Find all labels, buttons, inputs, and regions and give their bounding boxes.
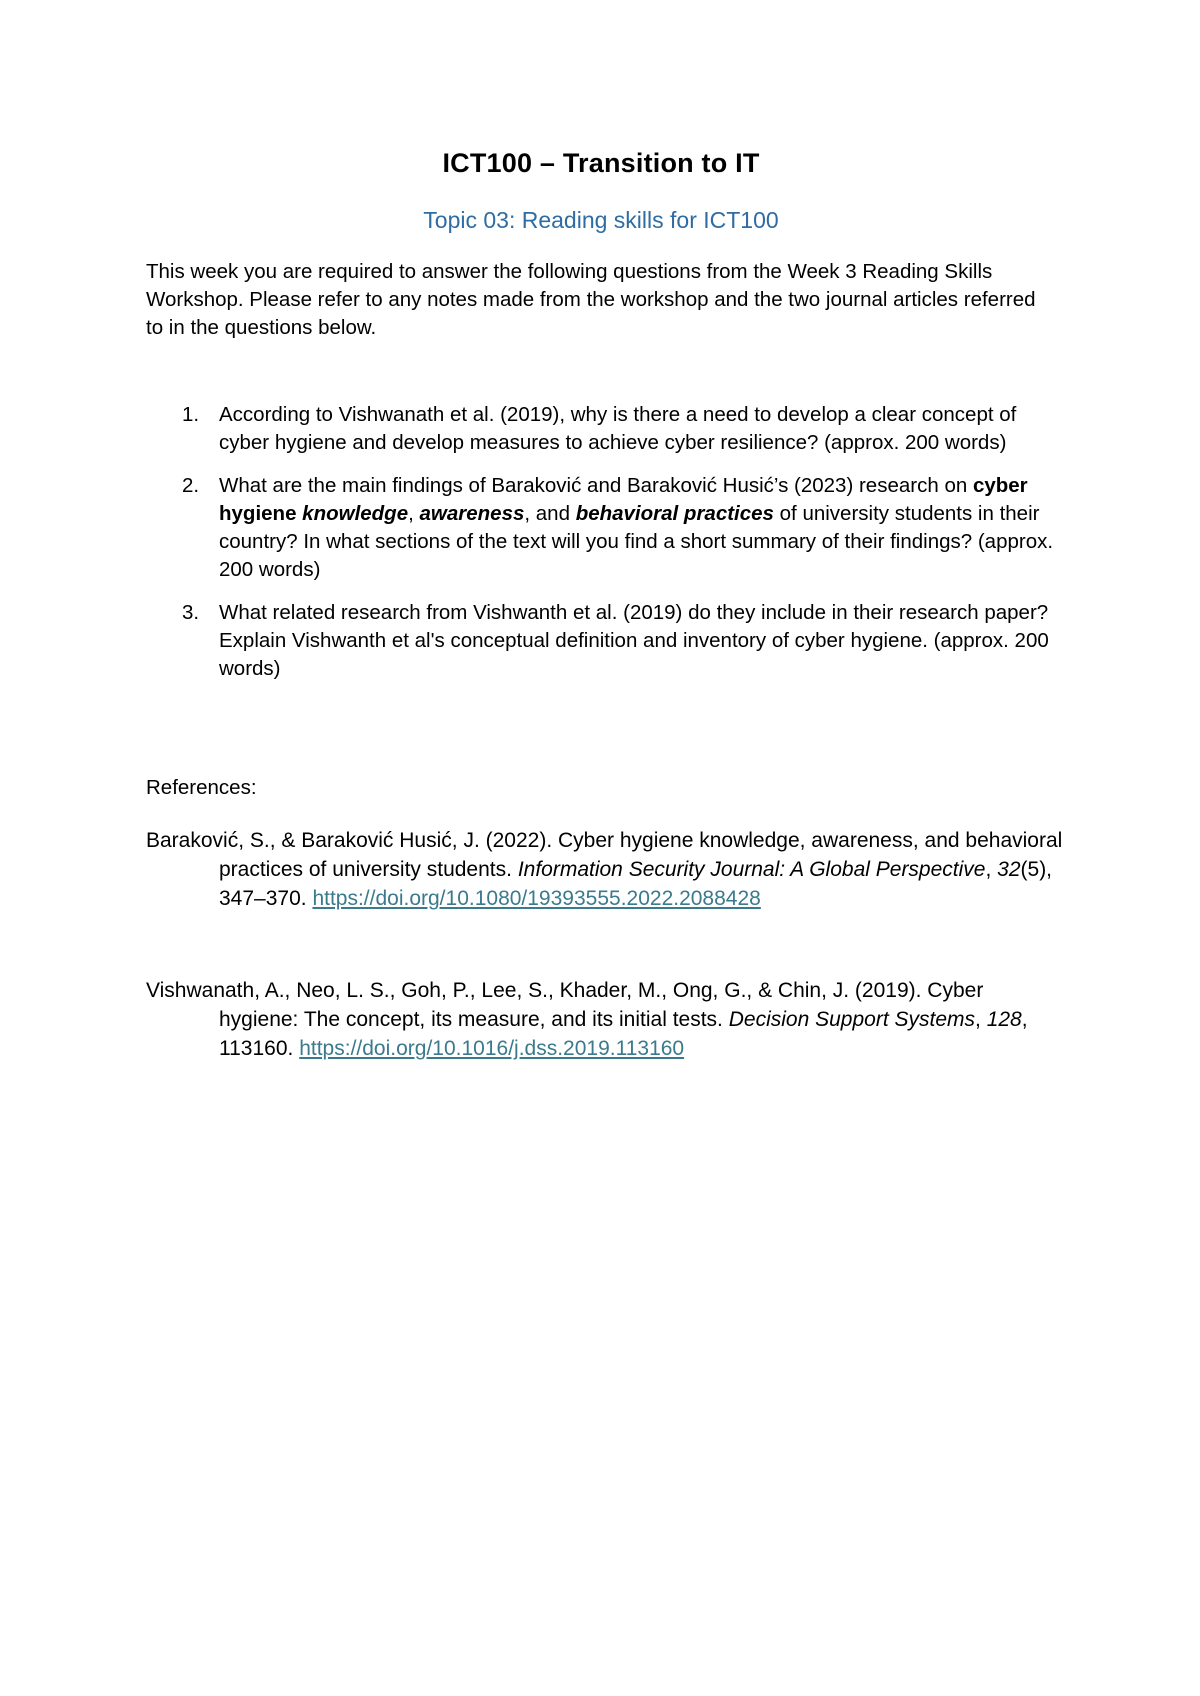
separator: , and: [524, 502, 570, 525]
question-number: 3.: [182, 601, 200, 624]
question-text: [219, 474, 1053, 581]
intro-paragraph: This week you are required to answer the following questions from the Week 3 Reading Skills Workshop. Please refer to any notes made from the workshop and the two journal articles referred to in the questions below.: [146, 260, 1036, 339]
reference-authors: Vishwanath, A., Neo, L. S., Goh, P., Lee, S., Khader, M., Ong, G., & Chin, J. (2019). Cyber hygiene: The concept, its measure, and its initial tests.: [146, 979, 984, 1031]
references-heading: References:: [146, 776, 257, 799]
reference-doi-link[interactable]: https://doi.org/10.1080/19393555.2022.2088428: [312, 887, 761, 910]
question-text-part: What are the main findings of Baraković and Baraković Husić’s (2023) research on: [219, 474, 968, 497]
emphasis-bold-italic: knowledge: [302, 502, 409, 525]
reference-issue-pages: (5), 347–370.: [219, 858, 1053, 910]
question-item: [146, 599, 1066, 683]
question-item: [146, 472, 1066, 584]
reference-doi-link[interactable]: https://doi.org/10.1016/j.dss.2019.113160: [299, 1037, 685, 1060]
reference-volume: 32: [997, 858, 1021, 881]
reference-authors: Baraković, S., & Baraković Husić, J. (2022). Cyber hygiene knowledge, awareness, and behavioral practices of university students.: [146, 829, 1063, 881]
question-item: [146, 401, 1066, 457]
emphasis-bold-italic: awareness: [419, 502, 525, 525]
document-subtitle: Topic 03: Reading skills for ICT100: [423, 207, 779, 233]
reference-volume: 128: [986, 1008, 1022, 1031]
question-text: What related research from Vishwanth et al. (2019) do they include in their research paper? Explain Vishwanth et al's conceptual definition and inventory of cyber hygiene. (approx. 200 words): [219, 601, 1049, 680]
reference-issue-pages: , 113160.: [219, 1008, 1028, 1060]
question-text-part: of university students in their country? In what sections of the text will you find a short summary of their findings? (approx. 200 words): [219, 502, 1054, 581]
separator: ,: [408, 502, 414, 525]
question-text: According to Vishwanath et al. (2019), why is there a need to develop a clear concept of cyber hygiene and develop measures to achieve cyber resilience? (approx. 200 words): [219, 403, 1017, 454]
emphasis-bold-italic: behavioral practices: [575, 502, 774, 525]
question-list: [146, 401, 1066, 698]
reference-journal: Information Security Journal: A Global Perspective: [517, 858, 986, 881]
reference-journal: Decision Support Systems: [728, 1008, 976, 1031]
reference-entry: Vishwanath, A., Neo, L. S., Goh, P., Lee, S., Khader, M., Ong, G., & Chin, J. (2019). Cyber hygiene: The concept, its measure, and its initial tests. Decision Support Systems, 128, 113160. https://doi.org/10.1016/j.dss.2019.113160: [146, 979, 1028, 1060]
document-title: ICT100 – Transition to IT: [442, 148, 760, 178]
question-number: 2.: [182, 474, 200, 497]
emphasis-bold: cyber hygiene: [219, 474, 1028, 525]
question-number: 1.: [182, 403, 200, 426]
reference-entry: Baraković, S., & Baraković Husić, J. (2022). Cyber hygiene knowledge, awareness, and behavioral practices of university students. Information Security Journal: A Global Perspective, 32(5), 347–370. https://doi.org/10.1080/19393555.2022.2088428: [146, 829, 1063, 910]
